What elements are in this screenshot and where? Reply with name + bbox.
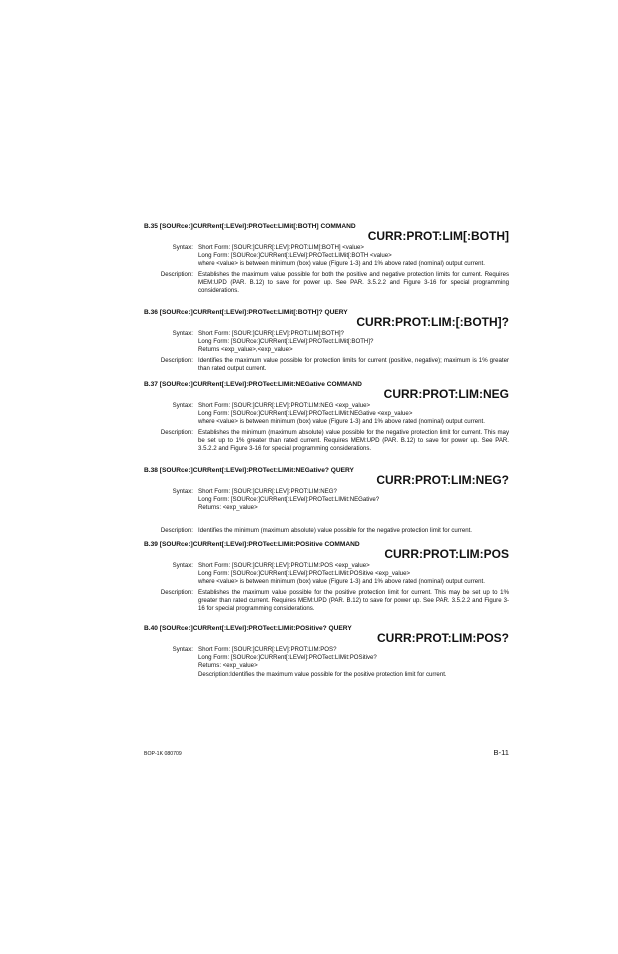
syntax-row [144,244,509,269]
section-heading: B.39 [SOURce:]CURRent[:LEVel]:PROTect:LIMit:POSitive COMMAND [144,541,360,548]
section-heading: B.40 [SOURce:]CURRent[:LEVel]:PROTect:LIMit:POSitive? QUERY [144,625,352,632]
syntax-short-form: Short Form: [SOUR:]CURR[:LEV]:PROT:LIM:NEG <exp_value> [198,402,371,409]
syntax-note: where <value> is between minimum (box) value (Figure 1-3) and 1% above rated (nominal) output current. [198,578,485,586]
syntax-label: Syntax: [172,646,193,653]
section-heading: B.38 [SOURce:]CURRent[:LEVel]:PROTect:LIMit:NEGative? QUERY [144,467,354,474]
syntax-body [198,244,509,269]
syntax-row [144,330,509,355]
command-mnemonic: CURR:PROT:LIM:NEG? [376,473,509,487]
syntax-short-form: Short Form: [SOUR:]CURR[:LEV]:PROT:LIM:POS? [198,646,337,653]
syntax-row [144,562,509,587]
command-mnemonic: CURR:PROT:LIM:POS? [377,631,509,645]
section-b40 [144,625,509,679]
syntax-row [144,402,509,427]
description-row [144,527,509,535]
syntax-label: Syntax: [172,402,193,409]
syntax-body [198,402,509,427]
section-heading: B.37 [SOURce:]CURRent[:LEVel]:PROTect:LIMit:NEGative COMMAND [144,381,362,388]
syntax-label: Syntax: [172,330,193,337]
description-row [144,357,509,373]
command-mnemonic: CURR:PROT:LIM:POS [384,547,509,561]
description-label: Description: [160,526,193,534]
section-b38 [144,467,509,535]
syntax-short-form: Short Form: [SOUR:]CURR[:LEV]:PROT:LIM:NEG? [198,488,337,495]
footer-page-number: B-11 [493,748,509,757]
description-body [198,589,509,614]
syntax-note: where <value> is between minimum (box) value (Figure 1-3) and 1% above rated (nominal) output current. [198,260,485,268]
description-text: Establishes the minimum (maximum absolute) value possible for the negative protection limit for current. This may be set up to 1% greater than rated current. Requires MEM:UPD (PAR. B.12) to save for power up. See PAR. 3.5.2.2 and Figure 3-16 for special programming considerations. [198,428,509,453]
section-b37 [144,381,509,453]
footer-doc-id: BOP-1K 080709 [144,751,182,757]
description-row [144,271,509,296]
syntax-short-form: Short Form: [SOUR:]CURR[:LEV]:PROT:LIM[:BOTH] <value> [198,244,364,251]
description-text: Establishes the maximum value possible for the positive protection limit for current. This may be set up to 1% greater than rated current. Requires MEM:UPD (PAR. B.12) to save for power up. See PAR. 3.5.2.2 and Figure 3-16 for special programming considerations. [198,588,509,613]
description-label: Description: [160,356,193,364]
syntax-note: where <value> is between minimum (box) value (Figure 1-3) and 1% above rated (nominal) output current. [198,418,485,426]
section-heading: B.35 [SOURce:]CURRent[:LEVel]:PROTect:LIMit[:BOTH] COMMAND [144,223,356,230]
command-mnemonic: CURR:PROT:LIM[:BOTH] [367,229,509,243]
syntax-body [198,646,509,679]
syntax-label: Syntax: [172,488,193,495]
syntax-body [198,562,509,587]
description-body [198,429,509,454]
description-label: Description: [160,270,193,278]
syntax-returns: Returns <exp_value>,<exp_value> [198,346,293,354]
command-mnemonic: CURR:PROT:LIM:[:BOTH]? [356,315,509,329]
syntax-long-form: Long Form: [SOURce:]CURRent[:LEVel]:PROTect:LIMit:NEGative <exp_value> [198,410,413,418]
description-body [198,527,509,535]
syntax-label: Syntax: [172,244,193,251]
syntax-long-form: Long Form: [SOURce:]CURRent[:LEVel]:PROTect:LIMit:NEGative? [198,496,380,504]
syntax-short-form: Short Form: [SOUR:]CURR[:LEV]:PROT:LIM[:BOTH]? [198,330,344,337]
section-b35 [144,223,509,295]
syntax-long-form: Long Form: [SOURce:]CURRent[:LEVel]:PROTect:LIMit[:BOTH]? [198,338,374,346]
section-heading: B.36 [SOURce:]CURRent[:LEVel]:PROTect:LIMit[:BOTH]? QUERY [144,309,348,316]
syntax-long-form: Long Form: [SOURce:]CURRent[:LEVel]:PROTect:LIMit[:BOTH <value> [198,252,392,260]
section-b39 [144,541,509,613]
syntax-label: Syntax: [172,562,193,569]
syntax-returns: Returns: <exp_value> [198,504,258,512]
command-mnemonic: CURR:PROT:LIM:NEG [383,387,509,401]
syntax-body [198,330,509,355]
syntax-description: Description:Identifies the maximum value possible for the positive protection limit for current. [198,670,447,678]
description-label: Description: [160,428,193,436]
description-body [198,271,509,296]
syntax-row [144,488,509,513]
description-body [198,357,509,373]
section-b36 [144,309,509,373]
syntax-long-form: Long Form: [SOURce:]CURRent[:LEVel]:PROTect:LIMit:POSitive? [198,654,377,662]
syntax-long-form: Long Form: [SOURce:]CURRent[:LEVel]:PROTect:LIMit:POSitive <exp_value> [198,570,411,578]
description-text: Establishes the maximum value possible for both the positive and negative protection limits for current. Requires MEM:UPD (PAR. B.12) to save for power up. See PAR. 3.5.2.2 and Figure 3-16 for special programming considerations. [198,270,509,295]
syntax-row [144,646,509,679]
syntax-short-form: Short Form: [SOUR:]CURR[:LEV]:PROT:LIM:POS <exp_value> [198,562,370,569]
description-row [144,589,509,614]
syntax-returns: Returns: <exp_value> [198,662,258,670]
syntax-body [198,488,509,513]
description-label: Description: [160,588,193,596]
description-text: Identifies the maximum value possible for protection limits for current (positive, negative); maximum is 1% greater than rated output current. [198,356,509,372]
description-row [144,429,509,454]
description-text: Identifies the minimum (maximum absolute) value possible for the negative protection limit for current. [198,526,472,534]
